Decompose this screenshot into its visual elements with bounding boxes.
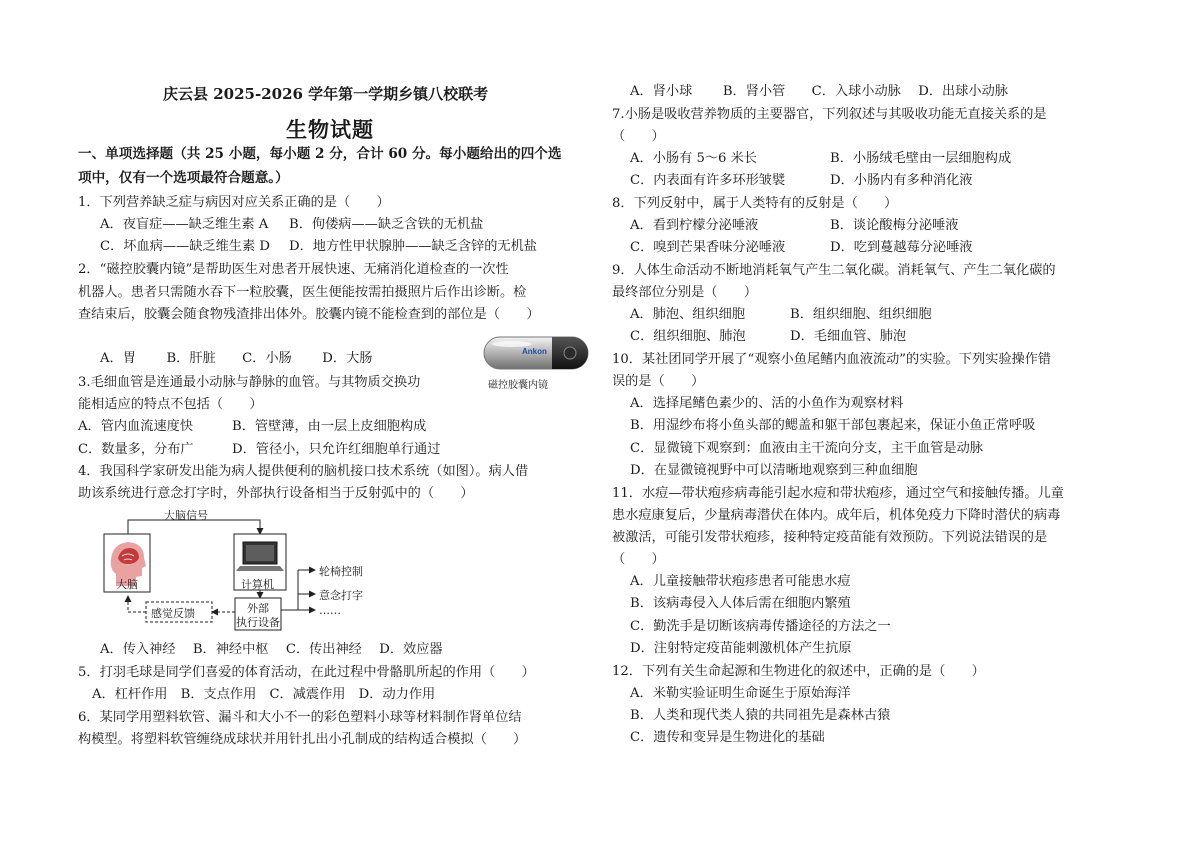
question-10-line1: 10．某社团同学开展了“观察小鱼尾鳍内血液流动”的实验。下列实验操作错: [612, 352, 1052, 367]
question-8-option-d: D．吃到蔓越莓分泌唾液: [830, 240, 973, 255]
label-more: ……: [319, 604, 341, 617]
label-brain-signal: 大脑信号: [164, 509, 208, 522]
section-heading: 一、单项选择题（共 25 小题，每小题 2 分，合计 60 分。每小题给出的四个选: [78, 146, 562, 162]
exam-subject: 生物试题: [286, 117, 374, 142]
question-8-option-c: C．嗅到芒果香味分泌唾液: [630, 240, 786, 255]
question-7-option-a: A．小肠有 5～6 米长: [630, 151, 757, 166]
question-7-option-d: D．小肠内有多种消化液: [830, 173, 973, 188]
question-3-line1: 3.毛细血管是连通最小动脉与静脉的血管。与其物质交换功: [78, 375, 421, 390]
question-8-option-b: B．谈论酸梅分泌唾液: [830, 218, 959, 233]
question-7-line2: （ ）: [612, 129, 665, 144]
question-9-option-a: A．肺泡、组织细胞: [630, 307, 746, 322]
question-9-option-c: C．组织细胞、肺泡: [630, 329, 746, 344]
question-11-line4: （ ）: [612, 552, 665, 567]
question-4-line2: 助该系统进行意念打字时，外部执行设备相当于反射弧中的（ ）: [78, 486, 474, 501]
question-6-line2: 构模型。将塑料软管缠绕成球状并用针扎出小孔制成的结构适合模拟（ ）: [78, 732, 527, 747]
question-9-option-d: D．毛细血管、肺泡: [790, 329, 907, 344]
question-11-line1: 11．水痘—带状疱疹病毒能引起水痘和带状疱疹，通过空气和接触传播。儿童: [612, 486, 1064, 501]
question-1-option-c: C．坏血病——缺乏维生素 D: [100, 239, 270, 254]
question-11-option-a: A．儿童接触带状疱疹患者可能患水痘: [630, 574, 851, 589]
question-9-line2: 最终部位分别是（ ）: [612, 285, 758, 300]
exam-title: 庆云县 2025-2026 学年第一学期乡镇八校联考: [163, 85, 489, 103]
question-3-option-d: D．管径小，只允许红细胞单行通过: [232, 442, 441, 457]
question-7-line1: 7.小肠是吸收营养物质的主要器官，下列叙述与其吸收功能无直接关系的是: [612, 107, 1047, 122]
question-11-line3: 被激活，可能引发带状疱疹，接种特定疫苗能有效预防。下列说法错误的是: [612, 530, 1048, 545]
question-3-line2: 能相适应的特点不包括（ ）: [78, 397, 263, 412]
question-1-option-a: A．夜盲症——缺乏维生素 A: [100, 217, 269, 232]
question-10-option-b: B．用湿纱布将小鱼头部的鳃盖和躯干部包裹起来，保证小鱼正常呼吸: [630, 418, 1036, 433]
question-11-option-b: B．该病毒侵入人体后需在细胞内繁殖: [630, 596, 851, 611]
question-11-line2: 患水痘康复后，少量病毒潜伏在体内。成年后，机体免疫力下降时潜伏的病毒: [612, 508, 1061, 523]
question-3-option-c: C．数量多，分布广: [78, 442, 194, 457]
question-3-option-b: B．管壁薄，由一层上皮细胞构成: [232, 419, 427, 434]
label-wheelchair-control: 轮椅控制: [319, 565, 363, 578]
question-5-options: A．杠杆作用 B．支点作用 C．减震作用 D．动力作用: [92, 687, 436, 702]
question-4-line1: 4．我国科学家研发出能为病人提供便利的脑机接口技术系统（如图）。病人借: [78, 464, 529, 479]
capsule-logo: Ankon: [522, 347, 547, 356]
question-12-option-c: C．遗传和变异是生物进化的基础: [630, 730, 825, 745]
section-heading-cont: 项中，仅有一个选项最符合题意。）: [78, 170, 289, 186]
question-9-line1: 9．人体生命活动不断地消耗氧气产生二氧化碳。消耗氧气、产生二氧化碳的: [612, 263, 1056, 278]
question-1-stem: 1．下列营养缺乏症与病因对应关系正确的是（ ）: [78, 195, 390, 210]
question-12-option-a: A．米勒实验证明生命诞生于原始海洋: [630, 686, 851, 701]
question-2-options: A．胃 B．肝脏 C．小肠 D．大肠: [100, 351, 373, 366]
label-device-line2: 执行设备: [236, 616, 280, 629]
question-7-option-b: B．小肠绒毛壁由一层细胞构成: [830, 151, 1012, 166]
question-5-stem: 5．打羽毛球是同学们喜爱的体育活动，在此过程中骨骼肌所起的作用（ ）: [78, 665, 535, 680]
question-1-option-b: B．佝偻病——缺乏含铁的无机盐: [289, 217, 484, 232]
capsule-endoscope-image: [482, 334, 590, 372]
question-12-option-b: B．人类和现代类人猿的共同祖先是森林古猿: [630, 708, 891, 723]
capsule-caption: 磁控胶囊内镜: [488, 380, 548, 391]
question-11-option-c: C．勤洗手是切断该病毒传播途径的方法之一: [630, 619, 891, 634]
label-device-line1: 外部: [247, 602, 269, 615]
question-12-stem: 12．下列有关生命起源和生物进化的叙述中，正确的是（ ）: [612, 664, 985, 679]
question-2-line2: 机器人。患者只需随水吞下一粒胶囊，医生便能按需拍摄照片后作出诊断。检: [78, 285, 527, 300]
question-10-option-a: A．选择尾鳍色素少的、活的小鱼作为观察材料: [630, 396, 904, 411]
question-9-option-b: B．组织细胞、组织细胞: [790, 307, 932, 322]
question-6-line1: 6．某同学用塑料软管、漏斗和大小不一的彩色塑料小球等材料制作肾单位结: [78, 710, 522, 725]
question-2-line1: 2．“磁控胶囊内镜”是帮助医生对患者开展快速、无痛消化道检查的一次性: [78, 262, 509, 277]
label-brain: 大脑: [116, 578, 138, 591]
question-6-options: A．肾小球 B．肾小管 C．入球小动脉 D．出球小动脉: [630, 84, 1008, 99]
question-4-options: A．传入神经 B．神经中枢 C．传出神经 D．效应器: [100, 642, 443, 657]
question-10-option-d: D．在显微镜视野中可以清晰地观察到三种血细胞: [630, 463, 918, 478]
question-8-option-a: A．看到柠檬分泌唾液: [630, 218, 759, 233]
question-1-option-d: D．地方性甲状腺肿——缺乏含锌的无机盐: [289, 239, 537, 254]
label-computer: 计算机: [241, 578, 274, 591]
question-10-option-c: C．显微镜下观察到：血液由主干流向分支，主干血管是动脉: [630, 441, 983, 456]
question-10-line2: 误的是（ ）: [612, 374, 705, 389]
question-7-option-c: C．内表面有许多环形皱襞: [630, 173, 786, 188]
question-8-stem: 8．下列反射中，属于人类特有的反射是（ ）: [612, 196, 898, 211]
label-mind-typing: 意念打字: [319, 589, 363, 602]
question-3-option-a: A．管内血流速度快: [78, 419, 194, 434]
bci-diagram: [100, 506, 385, 634]
question-2-line3: 查结束后，胶囊会随食物残渣排出体外。胶囊内镜不能检查到的部位是（ ）: [78, 307, 540, 322]
question-11-option-d: D．注射特定疫苗能刺激机体产生抗原: [630, 641, 852, 656]
label-sensory-feedback: 感觉反馈: [151, 607, 195, 620]
